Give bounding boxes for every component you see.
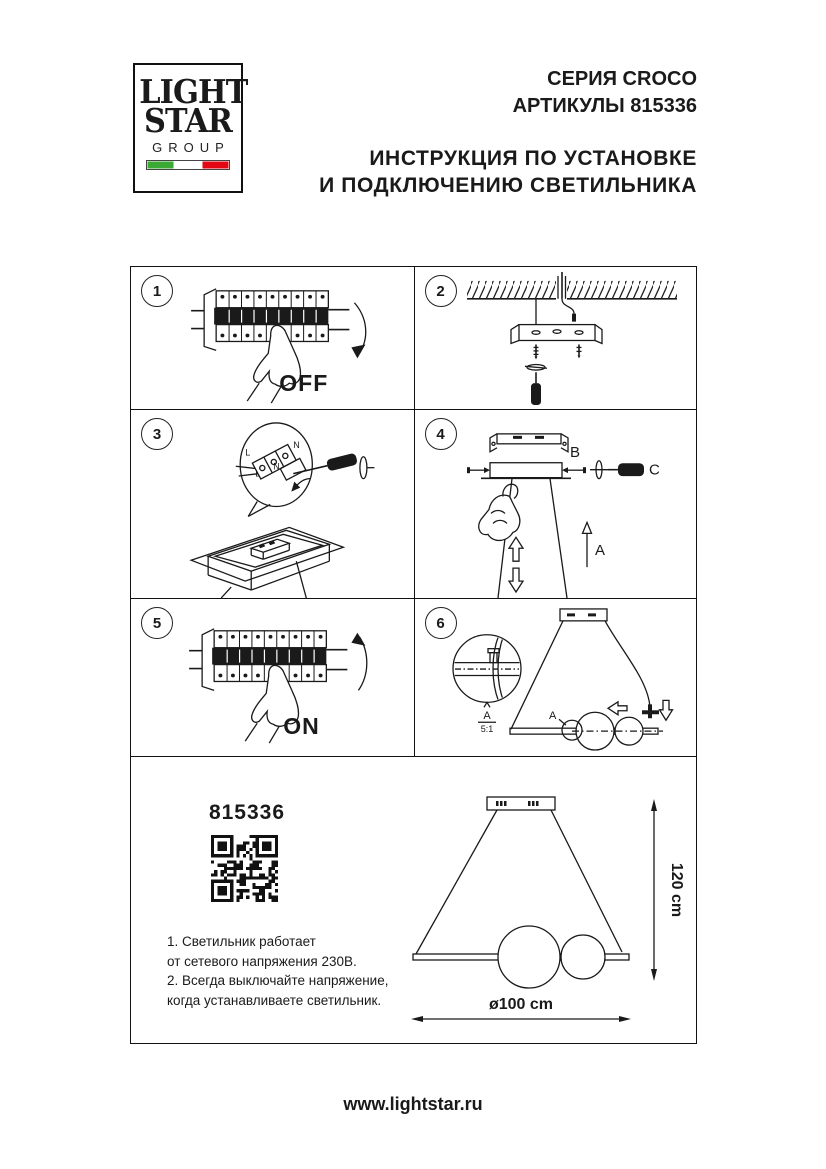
wiring-label-n: N (293, 439, 300, 450)
arrow-down-icon (351, 303, 365, 359)
screw-right-drawing (576, 344, 581, 358)
step-number-badge: 4 (425, 418, 457, 450)
step-5-drawing (131, 599, 414, 756)
fixture-base-drawing (191, 527, 343, 590)
screwdriver-icon (531, 372, 541, 405)
wiring-label-l2: L (255, 468, 261, 479)
step-number-badge: 1 (141, 275, 173, 307)
italian-flag-icon (146, 160, 230, 170)
step-panel-1 (131, 267, 415, 410)
safety-notes (167, 932, 429, 1010)
note-line: 2. Всегда выключайте напряжение, (167, 973, 389, 988)
svg-text:5:1: 5:1 (480, 724, 493, 735)
diameter-dimension-label: ø100 cm (488, 996, 554, 1013)
step-3-drawing (131, 410, 414, 598)
step-4-drawing (415, 410, 697, 598)
instruction-title: ИНСТРУКЦИЯ ПО УСТАНОВКЕ И ПОДКЛЮЧЕНИЮ СВЕТИЛЬНИКА (319, 147, 697, 197)
detail-view-balloon (453, 635, 521, 703)
detail-scale-label (478, 702, 496, 734)
label-b: B (569, 443, 580, 461)
lightstar-logo (133, 63, 248, 193)
screwdriver-icon (293, 453, 374, 479)
website-url: www.lightstar.ru (343, 1094, 483, 1114)
detail-pointer (559, 719, 566, 725)
label-c: C (648, 461, 660, 479)
detail-pointer-label: A (548, 710, 556, 723)
direction-a-arrow (582, 522, 591, 567)
header-titles (319, 66, 697, 199)
wire-right (550, 479, 567, 598)
step-number-badge: 3 (141, 418, 173, 450)
hollow-arrow-up-icon (509, 537, 523, 561)
arrow-up-icon (351, 633, 366, 691)
side-screw-right (562, 467, 586, 473)
product-article-number: 815336 (208, 801, 286, 824)
note-line: когда устанавливаете светильник. (167, 992, 382, 1008)
series-title: СЕРИЯ CROCO (547, 68, 697, 90)
step-number-badge: 6 (425, 607, 457, 639)
step-6-drawing (415, 599, 697, 756)
screw-and-screwdriver (590, 461, 644, 479)
screw-left-drawing (533, 344, 538, 359)
hollow-arrow-down-icon (509, 568, 523, 592)
off-label: OFF (279, 370, 329, 397)
step-2-drawing (415, 267, 697, 409)
wire-right (296, 561, 306, 598)
height-dimension (651, 799, 685, 981)
canopy-drawing (481, 463, 571, 479)
height-dimension-label: 120 cm (668, 862, 685, 918)
step-panel-2 (415, 267, 697, 410)
canopy-drawing (560, 609, 607, 621)
step-number-badge: 5 (141, 607, 173, 639)
mounting-bracket-drawing (511, 325, 602, 344)
suspension-wire-right (551, 810, 622, 952)
logo-word-light: LIGHT (139, 72, 248, 111)
svg-text:A: A (482, 710, 491, 723)
product-panel (131, 757, 697, 1043)
hollow-arrow-down-icon (659, 700, 672, 720)
qr-code (211, 835, 278, 902)
diameter-dimension (411, 996, 631, 1022)
mounting-bracket-drawing (490, 434, 568, 452)
cable-connector (642, 704, 659, 718)
collar-drawing (525, 365, 547, 371)
canopy-drawing (487, 797, 555, 810)
logo-word-group: GROUP (152, 140, 230, 156)
wire-left (221, 587, 231, 598)
large-sphere-drawing (498, 926, 560, 988)
suspension-wire-left (416, 810, 497, 954)
wiring-label-l: L (245, 447, 251, 458)
step-panel-5 (131, 599, 415, 757)
step-1-drawing (131, 267, 414, 409)
fixture-dimensions-drawing (401, 757, 698, 1043)
wiring-label-n2: N (273, 461, 280, 472)
note-line: 1. Светильник работает (167, 934, 316, 949)
hollow-arrow-left-icon (608, 702, 627, 715)
step-number-badge: 2 (425, 275, 457, 307)
note-line: от сетевого напряжения 230В. (167, 953, 357, 969)
step-panel-4 (415, 410, 697, 599)
steps-grid (130, 266, 697, 1044)
small-sphere-drawing (561, 935, 605, 979)
logo-word-star: STAR (144, 101, 232, 141)
grasping-hand-icon (478, 484, 519, 540)
step-panel-3 (131, 410, 415, 599)
label-a: A (594, 542, 605, 560)
ceiling-drawing (467, 276, 677, 299)
side-screw-left (467, 467, 490, 473)
step-panel-6 (415, 599, 697, 757)
power-cable (605, 621, 650, 708)
articles-title: АРТИКУЛЫ 815336 (512, 95, 697, 117)
on-label: ON (283, 713, 320, 740)
